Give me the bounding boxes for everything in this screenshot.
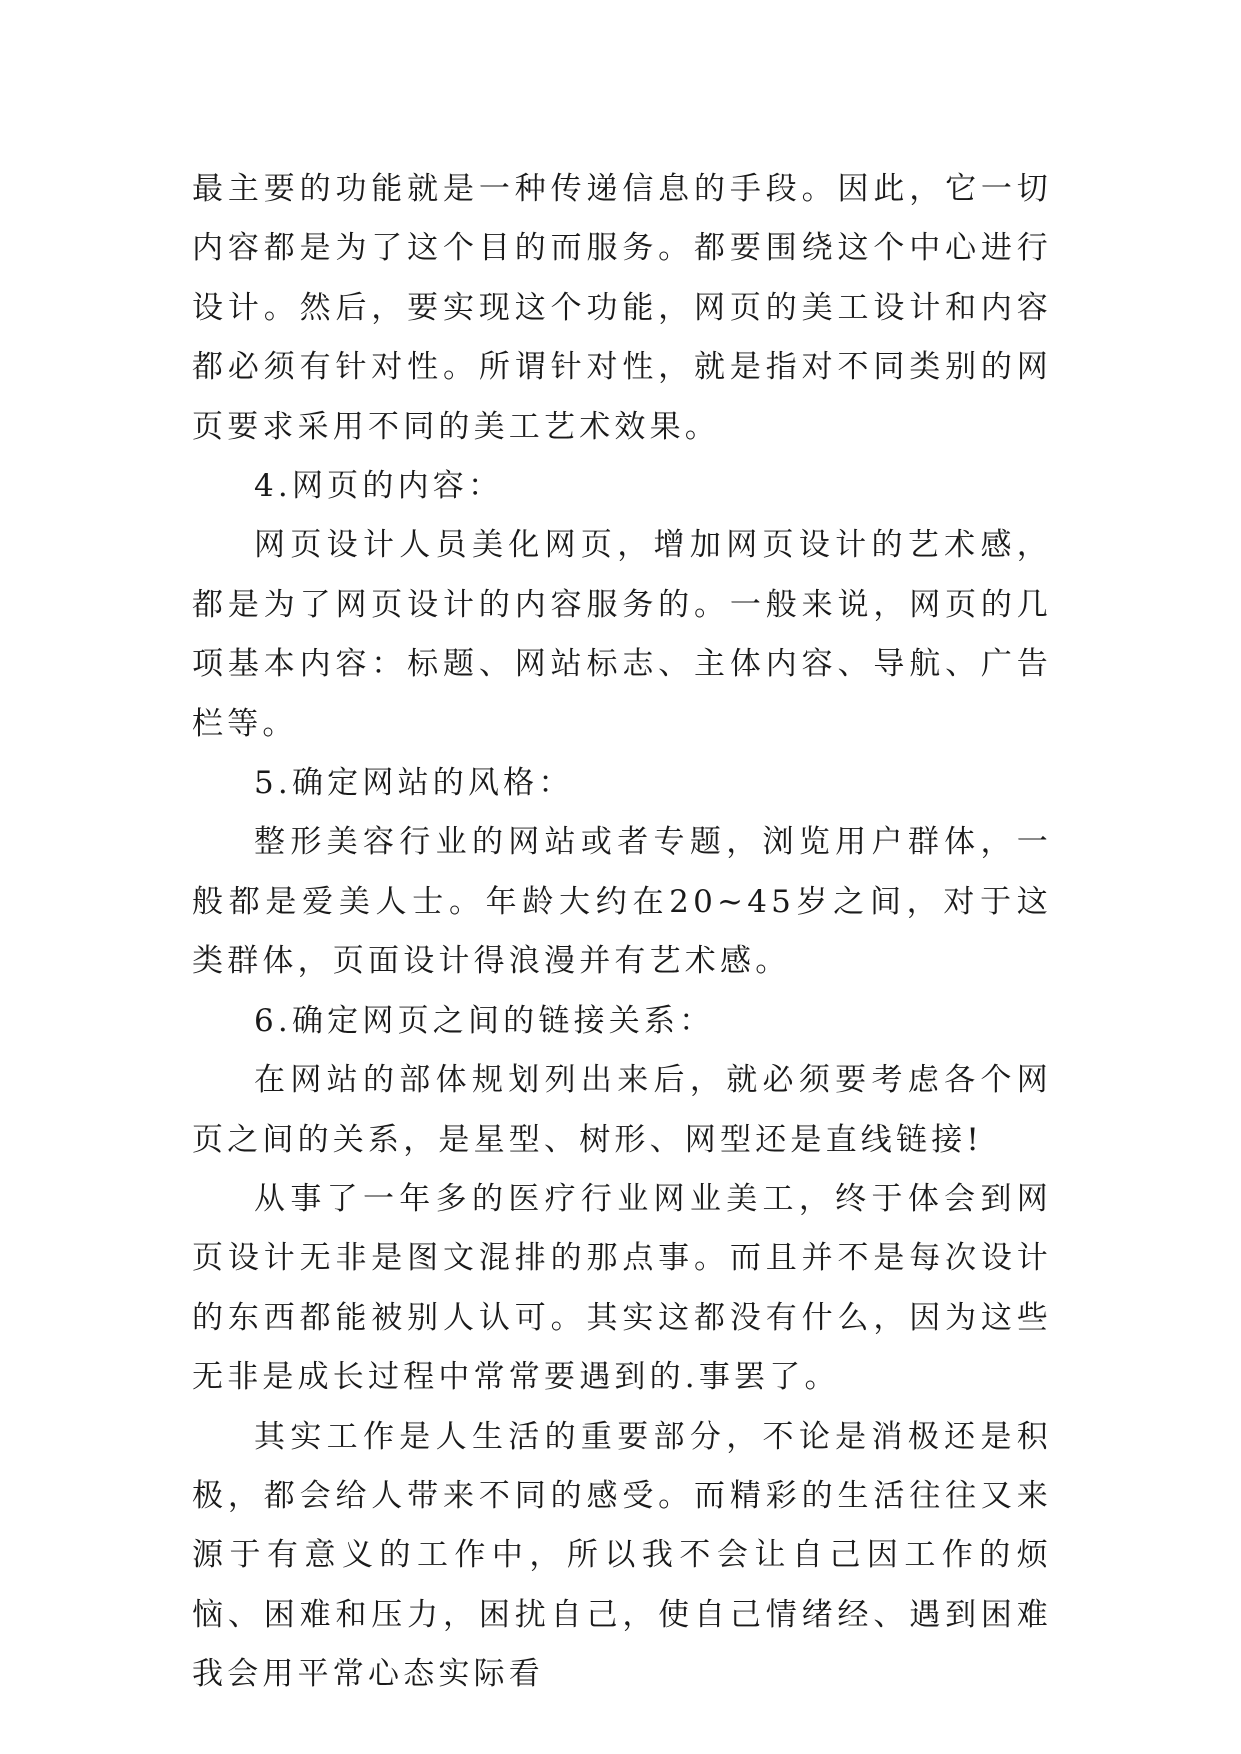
- paragraph-work-life: 其实工作是人生活的重要部分，不论是消极还是积极，都会给人带来不同的感受。而精彩的生活往往又来源于有意义的工作中，所以我不会让自己因工作的烦恼、困难和压力，困扰自己，使自己情绪经、遇到困难我会用平常心态实际看: [192, 1418, 1052, 1693]
- paragraph-site-style: 整形美容行业的网站或者专题，浏览用户群体，一般都是爱美人士。年龄大约在20~45岁之间，对于这类群体，页面设计得浪漫并有艺术感。: [192, 824, 1052, 980]
- heading-web-content: 4.网页的内容：: [254, 468, 504, 505]
- heading-link-relations: 6.确定网页之间的链接关系：: [254, 1002, 715, 1039]
- paragraph-web-content: 网页设计人员美化网页，增加网页设计的艺术感，都是为了网页设计的内容服务的。一般来说，网页的几项基本内容：标题、网站标志、主体内容、导航、广告栏等。: [192, 527, 1052, 742]
- document-body: [192, 160, 1052, 1705]
- heading-site-style: 5.确定网站的风格：: [254, 765, 574, 802]
- paragraph-link-relations: 在网站的部体规划列出来后，就必须要考虑各个网页之间的关系，是星型、树形、网型还是直线链接!: [192, 1062, 1052, 1158]
- paragraph-function-purpose: 最主要的功能就是一种传递信息的手段。因此，它一切内容都是为了这个目的而服务。都要围绕这个中心进行设计。然后，要实现这个功能，网页的美工设计和内容都必须有针对性。所谓针对性，就是指对不同类别的网页要求采用不同的美工艺术效果。: [192, 171, 1052, 445]
- paragraph-experience: 从事了一年多的医疗行业网业美工，终于体会到网页设计无非是图文混排的那点事。而且并不是每次设计的东西都能被别人认可。其实这都没有什么，因为这些无非是成长过程中常常要遇到的.事罢了。: [192, 1180, 1052, 1396]
